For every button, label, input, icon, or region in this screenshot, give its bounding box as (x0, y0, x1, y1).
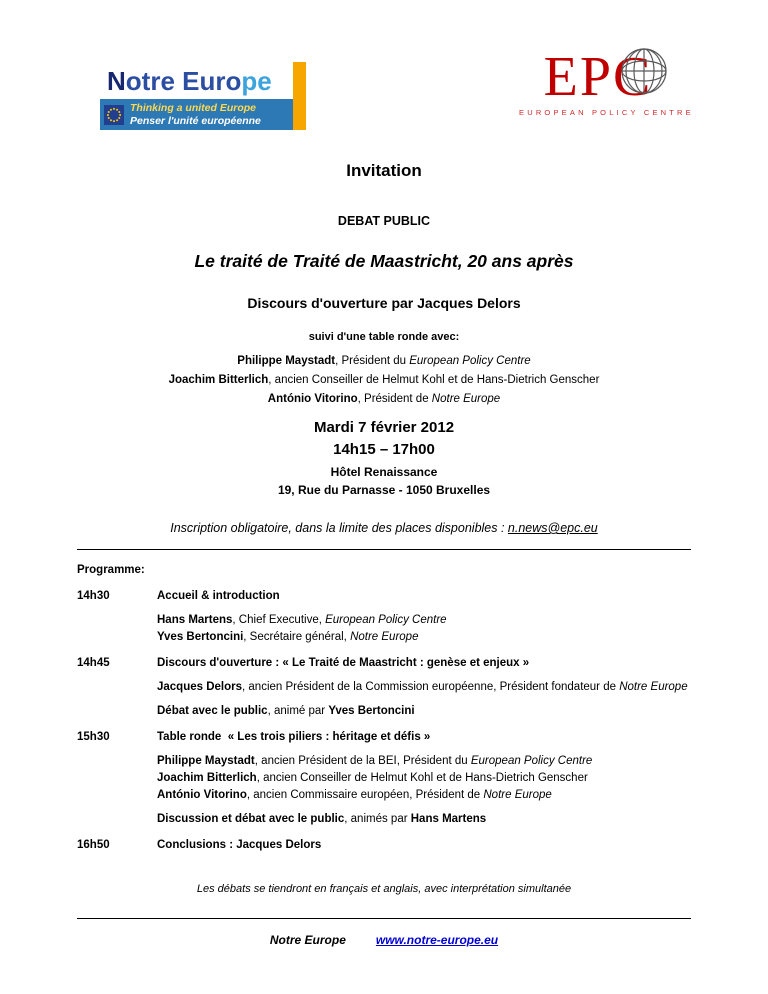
programme-row-body (157, 729, 691, 828)
footer-org-name: Notre Europe (269, 933, 346, 947)
languages-note: Les débats se tiendront en français et anglais, avec interprétation simultanée (196, 883, 572, 895)
text-segment: Yves Bertoncini (328, 705, 415, 717)
text-segment: , ancien Président de la BEI, Président du (254, 755, 471, 767)
text-segment: Philippe Maystadt (237, 355, 336, 367)
programme-row-body (157, 837, 691, 854)
text-segment: Philippe Maystadt (157, 755, 255, 767)
text-segment: , animés par (344, 813, 411, 825)
registration-email-link[interactable]: n.news@epc.eu (507, 521, 598, 535)
programme-block (157, 612, 691, 646)
notre-europe-tagline-band (100, 99, 293, 130)
text-segment: Débat avec le public (157, 705, 268, 717)
programme-row (77, 729, 691, 828)
programme-item-title: Conclusions : Jacques Delors (157, 839, 322, 851)
programme-item-title: Table ronde « Les trois piliers : héritage et défis » (157, 731, 431, 743)
invitation-body (0, 160, 768, 536)
text-segment: , Chief Executive, (232, 614, 326, 626)
programme-row (77, 837, 691, 854)
text-segment: Notre Europe (350, 631, 419, 643)
text-segment: Notre Europe (483, 789, 552, 801)
participants-list (0, 352, 768, 409)
programme-block (157, 811, 691, 828)
event-type-heading: DEBAT PUBLIC (337, 214, 431, 228)
text-segment: , Président du (335, 355, 410, 367)
participant-line (0, 352, 768, 371)
document-footer (0, 933, 768, 947)
programme-section (77, 562, 691, 854)
text-segment: European Policy Centre (325, 614, 447, 626)
programme-line (157, 679, 691, 696)
programme-block (157, 703, 691, 720)
text-segment: , ancien Conseiller de Helmut Kohl et de Hans-Dietrich Genscher (268, 374, 600, 386)
document-header (0, 0, 768, 150)
epc-acronym: EPC (543, 46, 653, 108)
programme-line (157, 629, 691, 646)
programme-line (157, 753, 691, 770)
event-time: 14h15 – 17h00 (333, 441, 435, 458)
text-segment: Discussion et débat avec le public (157, 813, 345, 825)
notre-europe-wordmark-part: otre Euro (125, 65, 242, 96)
text-segment: , Secrétaire général, (243, 631, 351, 643)
text-segment: European Policy Centre (470, 755, 593, 767)
programme-line (157, 811, 691, 828)
epc-acronym-row (544, 48, 653, 106)
programme-item-title: Accueil & introduction (157, 590, 280, 602)
registration-line (0, 520, 768, 536)
text-segment: , ancien Commissaire européen, Président de (246, 789, 484, 801)
programme-row (77, 588, 691, 646)
epc-logo (519, 46, 694, 117)
notre-europe-logo (100, 62, 306, 130)
participant-line (0, 390, 768, 409)
programme-block (157, 753, 691, 804)
notre-europe-logo-main (100, 62, 293, 130)
divider-top (77, 549, 691, 550)
venue-name: Hôtel Renaissance (330, 465, 438, 479)
programme-row-body (157, 655, 691, 720)
text-segment: Notre Europe (619, 681, 688, 693)
text-segment: Yves Bertoncini (157, 631, 244, 643)
programme-block (157, 679, 691, 696)
text-segment: , ancien Conseiller de Helmut Kohl et de Hans-Dietrich Genscher (256, 772, 588, 784)
opening-speech-line: Discours d'ouverture par Jacques Delors (247, 295, 521, 311)
text-segment: European Policy Centre (409, 355, 531, 367)
notre-europe-taglines (130, 102, 261, 128)
invitation-heading: Invitation (346, 161, 422, 180)
text-segment: Jacques Delors (157, 681, 243, 693)
participant-line (0, 371, 768, 390)
eu-flag-icon (104, 105, 124, 125)
globe-icon (620, 47, 668, 100)
event-title: Le traité de Traité de Maastricht, 20 ans après (194, 251, 574, 271)
notre-europe-orange-bar (293, 62, 306, 130)
programme-line (157, 770, 691, 787)
notre-europe-tagline-en: Thinking a united Europe (130, 101, 256, 114)
text-segment: , animé par (267, 705, 329, 717)
text-segment: António Vitorino (267, 393, 358, 405)
notre-europe-wordmark-part: pe (241, 65, 272, 96)
programme-row-body (157, 588, 691, 646)
text-segment: Notre Europe (431, 393, 501, 405)
event-venue (0, 463, 768, 499)
programme-item-title: Discours d'ouverture : « Le Traité de Maastricht : genèse et enjeux » (157, 657, 530, 669)
programme-line (157, 703, 691, 720)
text-segment: Hans Martens (157, 614, 233, 626)
text-segment: Hans Martens (410, 813, 487, 825)
notre-europe-tagline-fr: Penser l'unité européenne (130, 114, 261, 127)
venue-address: 19, Rue du Parnasse - 1050 Bruxelles (277, 483, 491, 497)
text-segment: António Vitorino (157, 789, 247, 801)
programme-time: 16h50 (77, 839, 110, 851)
footer-website-link[interactable]: www.notre-europe.eu (375, 933, 499, 947)
text-segment: , ancien Président de la Commission européenne, Président fondateur de (242, 681, 620, 693)
followed-by-line: suivi d'une table ronde avec: (308, 331, 460, 343)
programme-time: 15h30 (77, 731, 110, 743)
programme-time: 14h45 (77, 657, 110, 669)
event-datetime (0, 417, 768, 461)
programme-line (157, 612, 691, 629)
text-segment: Joachim Bitterlich (168, 374, 269, 386)
notre-europe-wordmark-part: N (107, 65, 126, 96)
notre-europe-wordmark (100, 62, 293, 99)
programme-line (157, 787, 691, 804)
event-date: Mardi 7 février 2012 (313, 419, 455, 436)
divider-bottom (77, 918, 691, 919)
epc-subtitle: EUROPEAN POLICY CENTRE (519, 108, 694, 117)
registration-text: Inscription obligatoire, dans la limite des places disponibles : (170, 521, 508, 535)
text-segment: Joachim Bitterlich (157, 772, 257, 784)
programme-time: 14h30 (77, 590, 110, 602)
programme-label: Programme: (77, 564, 145, 576)
programme-row (77, 655, 691, 720)
text-segment: , Président de (357, 393, 432, 405)
